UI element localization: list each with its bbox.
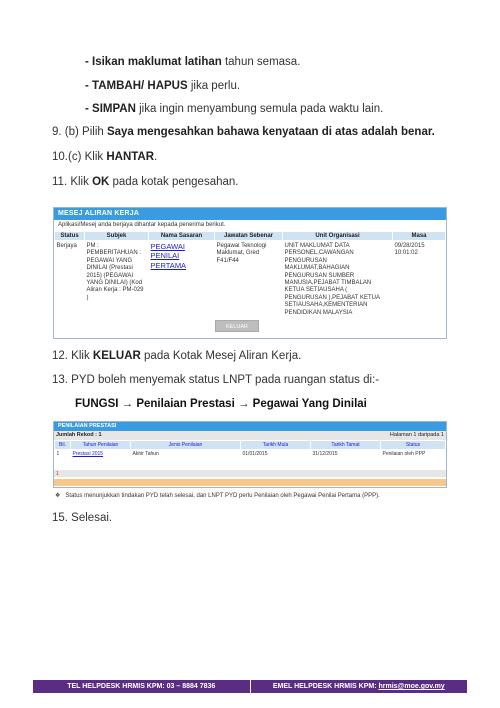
halaman: Halaman 1 daripada 1 [389,432,444,438]
cell-tarikh-mula: 01/01/2015 [242,451,268,457]
pagination-bar[interactable]: 1 [54,470,446,477]
mesej-table [54,231,446,319]
fungsi-path: FUNGSI → Penilaian Prestasi → Pegawai Yang Dinilai [75,398,367,410]
status-note: ❖ Status menunjukkan tindakan PYD telah selesai, dan LNPT PYD perlu Penilaian oleh Pegawai Penilai Pertama (PPP). [55,493,380,499]
penilaian-title: PENILAIAN PRESTASI [54,422,446,431]
step-11: 11. Klik OK pada kotak pengesahan. [52,176,239,188]
col-jawatan: Jawatan Sebenar [215,232,283,241]
col-tarikh-mula: Tarikh Mula [241,441,311,450]
step-12: 12. Klik KELUAR pada Kotak Mesej Aliran Kerja. [52,350,302,362]
step-isikan: - Isikan maklumat latihan tahun semasa. [85,56,301,68]
step-9: 9. (b) Pilih Saya mengesahkan bahawa kenyataan di atas adalah benar. [52,126,435,138]
col-tarikh-tamat: Tarikh Tamat [311,441,381,450]
helpdesk-footer [33,680,467,693]
tahun-link[interactable]: Prestasi 2015 [72,451,104,457]
col-masa: Masa [393,232,446,241]
col-status: Status [55,232,85,241]
cell-tarikh-tamat: 31/12/2015 [312,451,338,457]
cell-jenis: Akhir Tahun [132,451,159,457]
table-row [55,450,446,459]
mesej-aliran-kerja-screenshot [53,207,447,339]
col-status: Status [381,441,446,450]
cell-subjek: PM : PEMBERITAHUAN : PEGAWAI YANG DINILAI (Prestasi 2015) (PEGAWAI YANG DINILAI) (Kod Aliran Kerja : PM-029 ) [86,243,144,301]
col-unit: Unit Organisasi [283,232,393,241]
jumlah-rekod: Jumlah Rekod : 1 [56,432,102,438]
diamond-bullet-icon: ❖ [55,493,61,499]
email-link[interactable]: hrmis@moe.gov.my [378,683,445,690]
cell-status: Berjaya [56,243,77,249]
footer-bar [54,479,446,486]
cell-bil: 1 [56,451,60,457]
step-10: 10.(c) Klik HANTAR. [52,151,158,163]
cell-status: Penilaian oleh PPP [382,451,426,457]
table-row [55,241,446,320]
helpdesk-email: EMEL HELPDESK HRMIS KPM: hrmis@moe.gov.my [272,683,445,690]
step-simpan: - SIMPAN jika ingin menyambung semula pada waktu lain. [85,103,384,115]
mesej-title: MESEJ ALIRAN KERJA [54,208,446,220]
col-jenis: Jenis Penilaian [131,441,241,450]
penilaian-table [54,440,446,458]
keluar-button[interactable]: KELUAR [215,320,259,332]
mesej-message: Aplikasi/Mesej anda berjaya dihantar kepada penerima berikut. [58,222,226,228]
nama-sasaran-link[interactable]: PEGAWAI PENILAI PERTAMA [150,242,187,270]
col-nama-sasaran: Nama Sasaran [149,232,215,241]
helpdesk-tel: TEL HELPDESK HRMIS KPM: 03 – 8884 7836 [67,683,216,690]
col-subjek: Subjek [85,232,149,241]
step-15: 15. Selesai. [52,512,113,524]
penilaian-prestasi-screenshot [53,421,447,488]
col-bil: Bil. [55,441,71,450]
step-tambah: - TAMBAH/ HAPUS jika perlu. [85,80,241,92]
step-13: 13. PYD boleh menyemak status LNPT pada ruangan status di:- [52,374,380,386]
cell-unit: UNIT MAKLUMAT DATA PERSONEL,CAWANGAN PENGURUSAN MAKLUMAT,BAHAGIAN PENGURUSAN SUMBER MANUSIA,PEJABAT TIMBALAN KETUA SETIAUSAHA ( PENGURUSAN ),PEJABAT KETUA SETIAUSAHA,KEMENTERIAN PENDIDIKAN MALAYSIA [284,243,380,316]
cell-jawatan: Pegawai Teknologi Maklumat, Gred F41/F44 [216,243,267,264]
penilaian-info [54,431,446,440]
col-tahun: Tahun Penilaian [71,441,131,450]
cell-masa: 09/28/2015 10:01:02 [394,243,425,257]
